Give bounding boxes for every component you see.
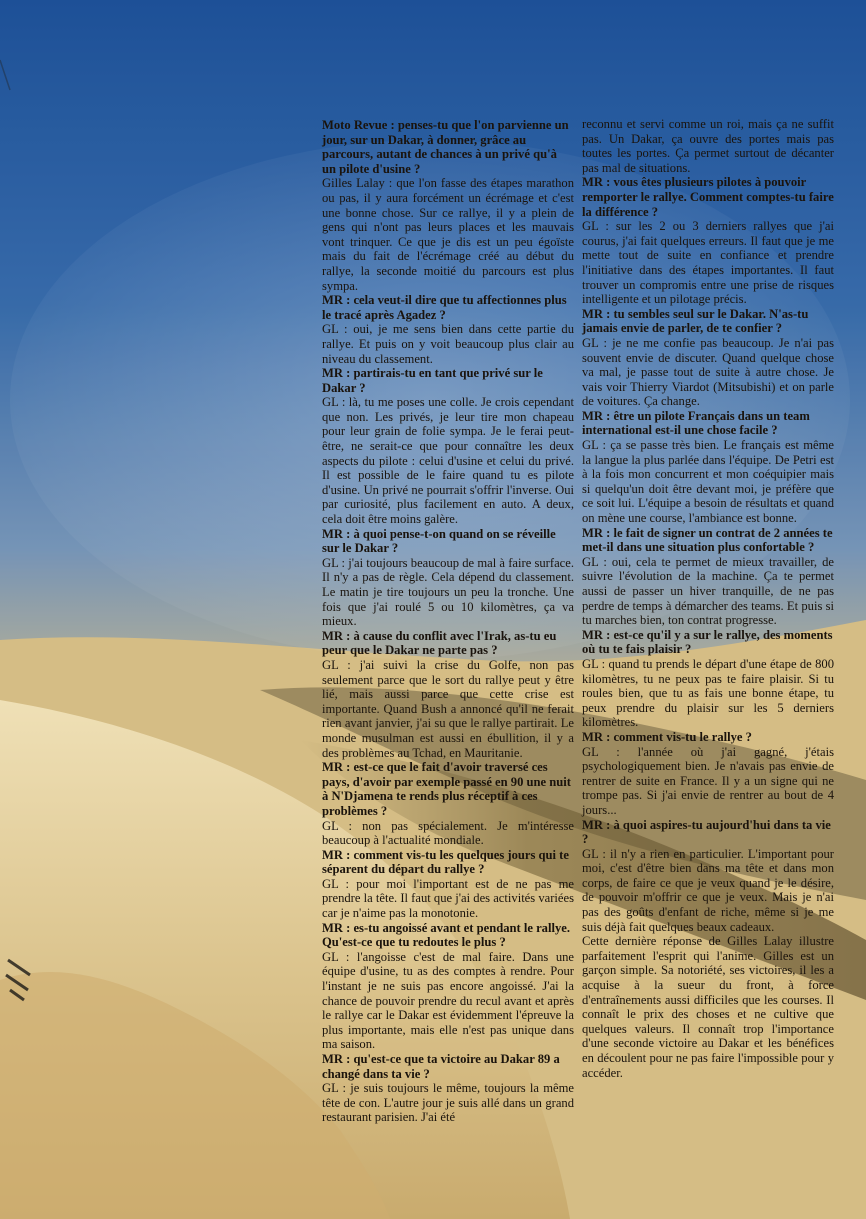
interview-question: MR : vous êtes plusieurs pilotes à pouvoir remporter le rallye. Comment comptes-tu faire la différence ? — [582, 175, 834, 219]
interview-answer: GL : il n'y a rien en particulier. L'important pour moi, c'est d'être bien dans ma tête et dans mon corps, de faire ce que je veux quand je le désire, de pouvoir m'offrir ce que je veux. Mais je n'ai pas des goûts d'enfant de riche, même si je me suis déjà fait quelques beaux cadeaux. — [582, 846, 834, 934]
interview-question: MR : le fait de signer un contrat de 2 années te met-il dans une situation plus confortable ? — [582, 525, 833, 555]
interview-answer: GL : sur les 2 ou 3 derniers rallyes que j'ai courus, j'ai fait quelques erreurs. Il faut que je me mette tout de suite en confiance et prendre l'initiative dans des étapes importantes. Il faut trouver un compromis entre une prise de risques intelligente et un pilotage précis. — [582, 219, 834, 307]
interview-answer: GL : oui, je me sens bien dans cette partie du rallye. Et puis on y voit beaucoup plus clair au niveau du classement. — [322, 322, 574, 366]
interview-answer: Cette dernière réponse de Gilles Lalay illustre parfaitement l'esprit qui l'anime. Gilles est un garçon simple. Sa notoriété, ses victoires, il les a acquise à la sueur du front, à force d'entraînements aussi difficiles que les courses. Il connaît le prix des choses et ne cultive que quelques valeurs. Il connaît trop l'importance d'une seconde victoire au Dakar et les bénéfices en découlent pour ne pas faire l'impossible pour y accéder. — [582, 934, 834, 1080]
interview-column-right — [582, 117, 834, 1080]
interview-answer: reconnu et servi comme un roi, mais ça ne suffit pas. Un Dakar, ça ouvre des portes mais pas toutes les portes. Ça permet surtout de décanter pas mal de situations. — [582, 117, 834, 175]
interview-answer: GL : oui, cela te permet de mieux travailler, de suivre l'évolution de la machine. Ça te permet aussi de passer un hiver tranquille, de ne pas perdre de temps à démarcher des teams. Et puis si tu marches bien, ton contrat progresse. — [582, 554, 834, 628]
interview-question: MR : à quoi aspires-tu aujourd'hui dans ta vie ? — [582, 817, 831, 847]
interview-question: MR : tu sembles seul sur le Dakar. N'as-tu jamais envie de parler, de te confier ? — [582, 306, 809, 336]
interview-answer: GL : je ne me confie pas beaucoup. Je n'ai pas souvent envie de discuter. Quand quelque chose va mal, je passe tout de suite à autre chose. Je vais voir Thierry Viardot (Mitsubishi) et on parle de voitures. Ça change. — [582, 335, 834, 409]
interview-answer: GL : l'angoisse c'est de mal faire. Dans une équipe d'usine, tu as des comptes à rendre. Pour l'instant je ne suis pas encore angoissé. J'ai la chance de pouvoir prendre du recul avant et après le rallye car le Dakar est évidemment l'épreuve la plus importante, mais elle n'est pas unique dans ma saison. — [322, 949, 574, 1052]
interview-question: MR : être un pilote Français dans un team international est-il une chose facile ? — [582, 408, 810, 438]
interview-question: MR : comment vis-tu le rallye ? — [582, 729, 752, 744]
interview-answer: GL : là, tu me poses une colle. Je crois cependant que non. Les privés, je leur tire mon chapeau pour leur grain de folie sympa. Je le ferai peut-être, ne serait-ce que pour connaître les deux aspects du pilote : celui d'usine et celui du privé. Il est possible de le faire quand tu es pilote d'usine. Un privé ne pourrait s'offrir l'inverse. Oui par curiosité, plus facilement en auto. A deux, cela doit être moins galère. — [322, 395, 574, 527]
interview-answer: Gilles Lalay : que l'on fasse des étapes marathon ou pas, il y aura forcément un écrémage et c'est une bonne chose. Sur ce rallye, il y a plein de gens qui n'ont pas leurs places et les mauvais vont trinquer. Ce que je dis est un peu égoïste mais du fait de l'écrémage créé au début du rallye, la seconde moitié du parcours est plus sympa. — [322, 176, 574, 293]
interview-question: MR : qu'est-ce que ta victoire au Dakar 89 a changé dans ta vie ? — [322, 1052, 560, 1081]
interview-question: MR : cela veut-il dire que tu affectionnes plus le tracé après Agadez ? — [322, 293, 567, 322]
interview-question: MR : à quoi pense-t-on quand on se réveille sur le Dakar ? — [322, 526, 556, 556]
interview-question: MR : partirais-tu en tant que privé sur le Dakar ? — [322, 366, 543, 395]
interview-question: MR : es-tu angoissé avant et pendant le rallye. Qu'est-ce que tu redoutes le plus ? — [322, 920, 571, 950]
interview-answer: GL : non pas spécialement. Je m'intéresse beaucoup à l'actualité mondiale. — [322, 818, 574, 848]
interview-question: MR : comment vis-tu les quelques jours qui te séparent du départ du rallye ? — [322, 847, 569, 877]
interview-answer: GL : je suis toujours le même, toujours la même tête de con. L'autre jour je suis allé dans un grand restaurant parisien. J'ai été — [322, 1081, 574, 1125]
interview-question: MR : à cause du conflit avec l'Irak, as-tu eu peur que le Dakar ne parte pas ? — [322, 628, 557, 658]
interview-answer: GL : quand tu prends le départ d'une étape de 800 kilomètres, tu ne peux pas te faire plaisir. Si tu roules bien, que tu as fais une bonne étape, tu peux prendre du plaisir sur les 5 derniers kilomètres. — [582, 656, 834, 730]
interview-question: MR : est-ce qu'il y a sur le rallye, des moments où tu te fais plaisir ? — [582, 627, 833, 657]
interview-answer: GL : j'ai toujours beaucoup de mal à faire surface. Il n'y a pas de règle. Cela dépend du classement. Le matin je tire toujours un peu la tronche. Une fois que j'ai roulé 5 ou 10 kilomètres, ça va mieux. — [322, 555, 574, 629]
interview-question: MR : est-ce que le fait d'avoir traversé ces pays, d'avoir par exemple passé en 90 une nuit à N'Djamena te rends plus réceptif à ces problèmes ? — [322, 760, 571, 818]
interview-column-left — [322, 118, 574, 1125]
interview-answer: GL : j'ai suivi la crise du Golfe, non pas seulement parce que le sort du rallye peut y être lié, mais aussi parce que cette crise est importante. Quand Bush a annoncé qu'il ne ferait rien avant janvier, j'ai su que le rallye partirait. Le monde musulman est aussi en ébullition, il y a des problèmes au Tchad, en Mauritanie. — [322, 657, 574, 760]
interview-answer: GL : pour moi l'important est de ne pas me prendre la tête. Il faut que j'ai des activités variées car je n'aime pas la monotonie. — [322, 876, 574, 921]
interview-answer: GL : ça se passe très bien. Le français est même la langue la plus parlée dans l'équipe. De Petri est à la fois mon concurrent et mon coéquipier mais si quelqu'un doit être devant moi, je préfère que ce soit lui. L'équipe a besoin de résultats et quand on mène une course, l'ambiance est bonne. — [582, 438, 834, 526]
interview-answer: GL : l'année où j'ai gagné, j'étais psychologiquement bien. Je n'avais pas envie de rentrer de suite en France. Il y a un signe qui ne trompe pas. Si j'ai envie de rentrer au bout de 4 jours... — [582, 744, 834, 817]
interview-question: Moto Revue : penses-tu que l'on parvienne un jour, sur un Dakar, à donner, grâce au parcours, autant de chances à un privé qu'à un pilote d'usine ? — [322, 118, 569, 176]
